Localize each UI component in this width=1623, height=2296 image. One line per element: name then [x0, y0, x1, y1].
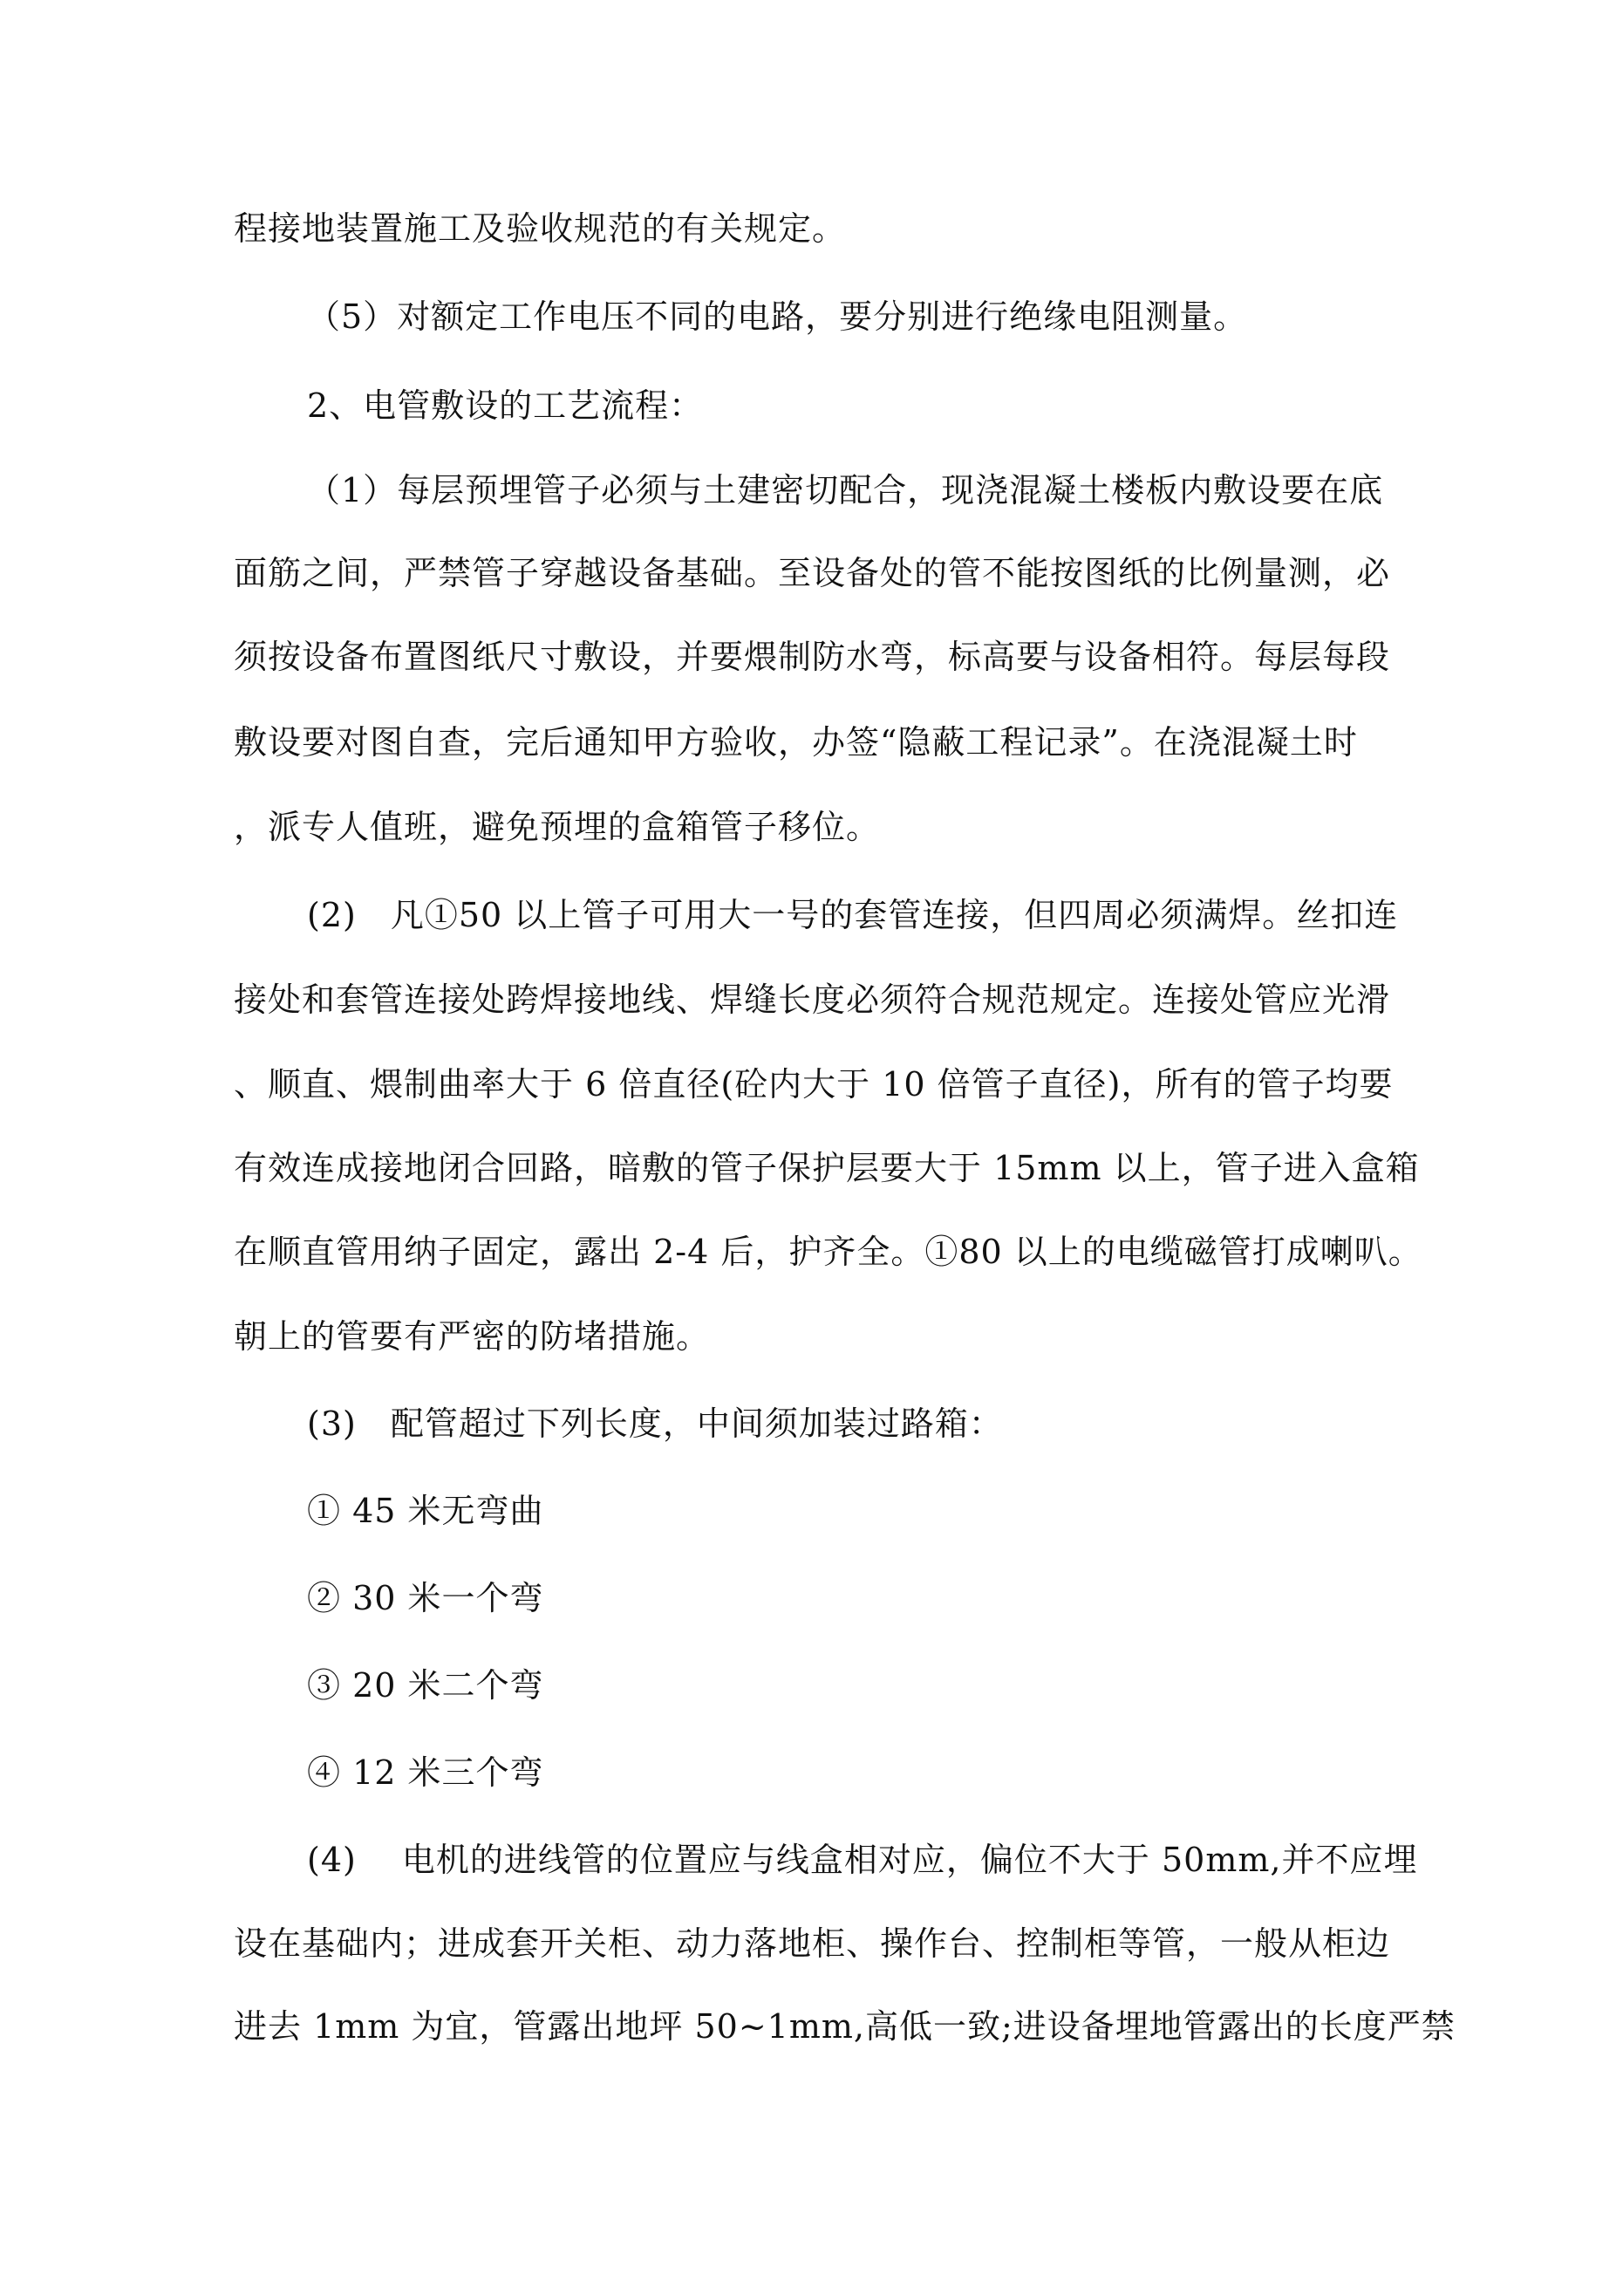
text-line: (3) 配管超过下列长度，中间须加装过路箱： [307, 1404, 1003, 1443]
text-line: 面筋之间，严禁管子穿越设备基础。至设备处的管不能按图纸的比例量测，必 [234, 554, 1391, 592]
list-item: ④ 12 米三个弯 [307, 1753, 544, 1792]
text-line: (2) 凡①50 以上管子可用大一号的套管连接，但四周必须满焊。丝扣连 [307, 896, 1399, 934]
text-line: （1）每层预埋管子必须与土建密切配合，现浇混凝土楼板内敷设要在底 [307, 471, 1384, 509]
list-item: ③ 20 米二个弯 [307, 1666, 544, 1705]
text-line: 有效连成接地闭合回路，暗敷的管子保护层要大于 15mm 以上，管子进入盒箱 [234, 1149, 1420, 1187]
text-line: 敷设要对图自查，完后通知甲方验收，办签“隐蔽工程记录”。在浇混凝土时 [234, 723, 1358, 762]
text-line: 进去 1mm 为宜，管露出地坪 50~1mm,高低一致;进设备埋地管露出的长度严禁 [234, 2007, 1456, 2046]
section-heading: 2、电管敷设的工艺流程： [307, 386, 704, 425]
list-item: ① 45 米无弯曲 [307, 1492, 544, 1530]
text-line: 朝上的管要有严密的防堵措施。 [234, 1317, 711, 1356]
text-line: (4) 电机的进线管的位置应与线盒相对应，偏位不大于 50mm,并不应埋 [307, 1841, 1418, 1879]
text-line: 须按设备布置图纸尺寸敷设，并要煨制防水弯，标高要与设备相符。每层每段 [234, 638, 1391, 676]
text-line: ，派专人值班，避免预埋的盒箱管子移位。 [234, 808, 881, 846]
text-line: 在顺直管用纳子固定，露出 2-4 后，护齐全。①80 以上的电缆磁管打成喇叭。 [234, 1233, 1422, 1271]
text-line: 程接地装置施工及验收规范的有关规定。 [234, 209, 847, 248]
text-line: （5）对额定工作电压不同的电路，要分别进行绝缘电阻测量。 [307, 297, 1248, 336]
list-item: ② 30 米一个弯 [307, 1579, 544, 1617]
text-line: 设在基础内；进成套开关柜、动力落地柜、操作台、控制柜等管，一般从柜边 [234, 1924, 1391, 1963]
text-line: 接处和套管连接处跨焊接地线、焊缝长度必须符合规范规定。连接处管应光滑 [234, 981, 1391, 1019]
text-line: 、顺直、煨制曲率大于 6 倍直径(砼内大于 10 倍管子直径)，所有的管子均要 [234, 1065, 1394, 1104]
